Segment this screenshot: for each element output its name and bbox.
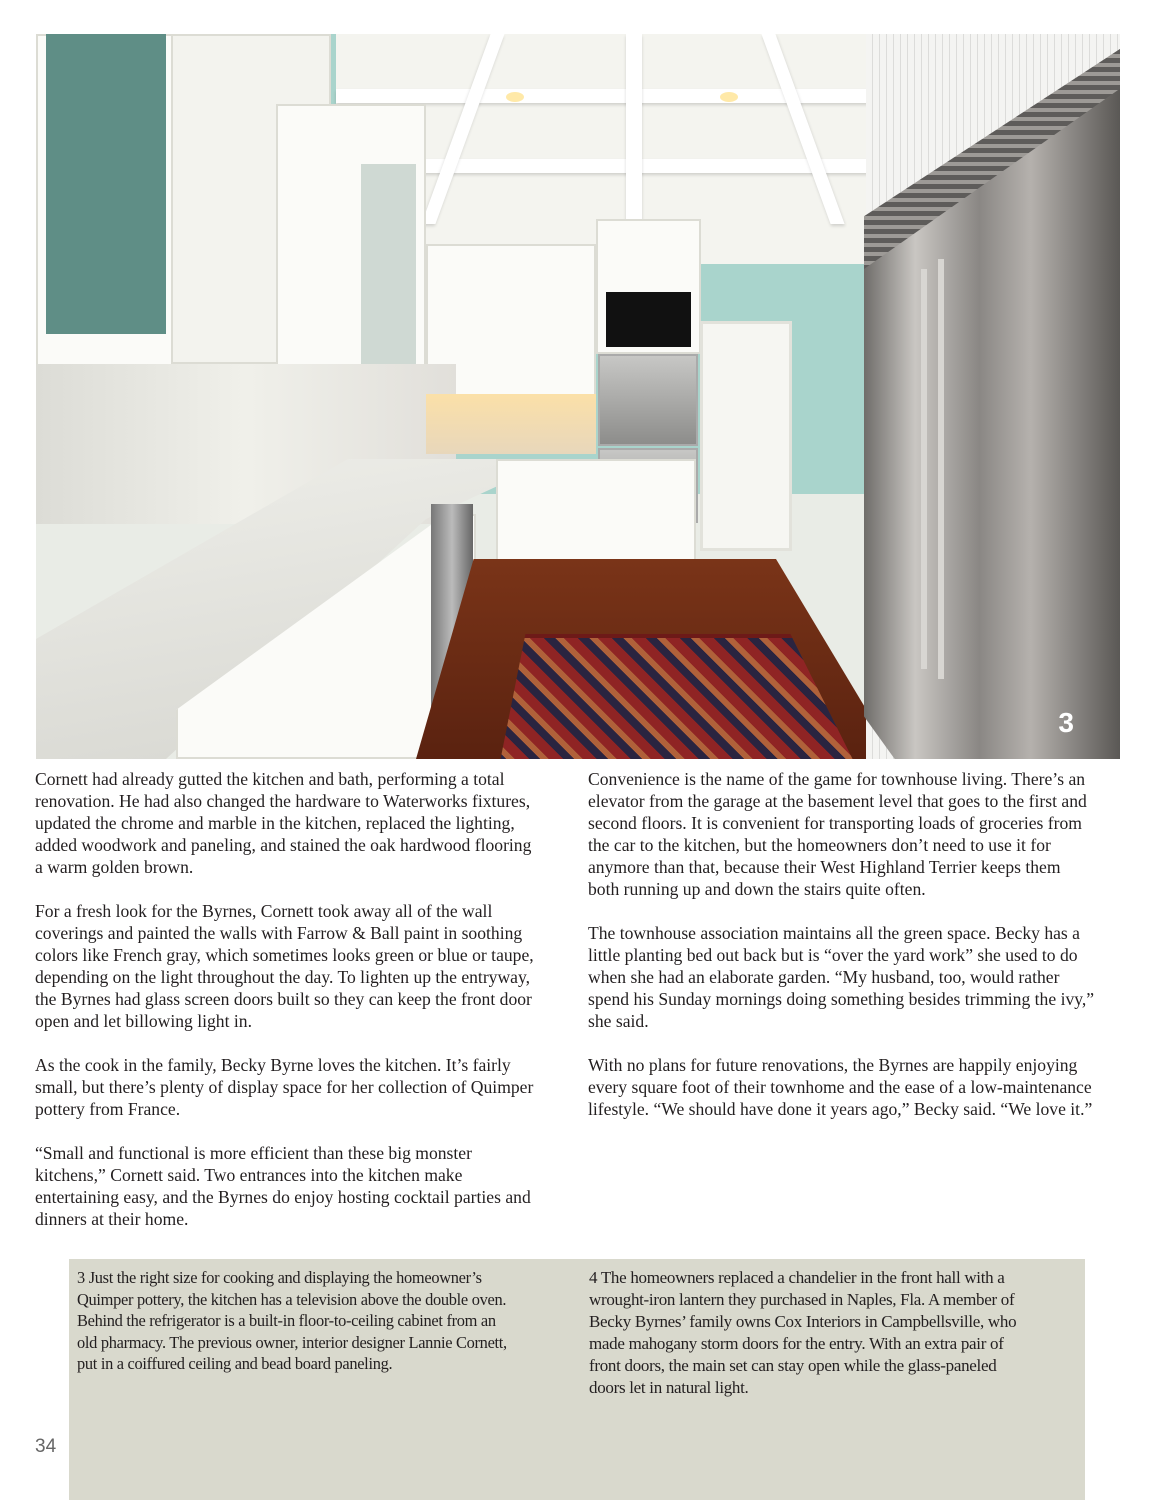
- text-line: renovation. He had also changed the hardware to Waterworks fixtures,: [35, 791, 531, 811]
- text-line: second floors. It is convenient for transporting loads of groceries from: [588, 813, 1082, 833]
- text-line: Behind the refrigerator is a built-in floor-to-ceiling cabinet from an: [77, 1311, 496, 1330]
- paragraph: [588, 1054, 1123, 1120]
- paragraph: [35, 768, 580, 878]
- caption-box: [69, 1259, 1085, 1500]
- text-line: the Byrnes had glass screen doors built so they can keep the front door: [35, 989, 532, 1009]
- paragraph: [588, 922, 1123, 1032]
- text-line: updated the chrome and marble in the kitchen, replaced the lighting,: [35, 813, 515, 833]
- text-line: a warm golden brown.: [35, 857, 194, 877]
- text-line: both running up and down the stairs quite often.: [588, 879, 926, 899]
- page-number: 34: [35, 1436, 57, 1457]
- body-column-right: [588, 768, 1123, 1142]
- text-line: she said.: [588, 1011, 649, 1031]
- text-line: With no plans for future renovations, the Byrnes are happily enjoying: [588, 1055, 1078, 1075]
- text-line: elevator from the garage at the basement level that goes to the first and: [588, 791, 1087, 811]
- kitchen-photo: [36, 34, 1120, 759]
- text-line: depending on the light throughout the day. To lighten up the entryway,: [35, 967, 531, 987]
- text-line: Cornett had already gutted the kitchen and bath, performing a total: [35, 769, 505, 789]
- text-line: the car to the kitchen, but the homeowners don’t need to use it for: [588, 835, 1051, 855]
- text-line: lifestyle. “We should have done it years ago,” Becky said. “We love it.”: [588, 1099, 1093, 1119]
- text-line: wrought-iron lantern they purchased in Naples, Fla. A member of: [589, 1290, 1015, 1309]
- text-line: open and let billowing light in.: [35, 1011, 252, 1031]
- text-line: dinners at their home.: [35, 1209, 189, 1229]
- text-line: little planting bed out back but is “over the yard work” she used to do: [588, 945, 1078, 965]
- text-line: Becky Byrnes’ family owns Cox Interiors in Campbellsville, who: [589, 1312, 1017, 1331]
- text-line: As the cook in the family, Becky Byrne loves the kitchen. It’s fairly: [35, 1055, 511, 1075]
- text-line: “Small and functional is more efficient than these big monster: [35, 1143, 472, 1163]
- caption-photo-4: [589, 1267, 1016, 1399]
- text-line: pottery from France.: [35, 1099, 181, 1119]
- text-line: every square foot of their townhome and the ease of a low-maintenance: [588, 1077, 1092, 1097]
- text-line: doors let in natural light.: [589, 1378, 749, 1397]
- text-line: front doors, the main set can stay open while the glass-paneled: [589, 1356, 997, 1375]
- text-line: spend his Sunday mornings doing something besides trimming the ivy,”: [588, 989, 1095, 1009]
- text-line: 3 Just the right size for cooking and displaying the homeowner’s: [77, 1268, 482, 1287]
- paragraph: [588, 768, 1123, 900]
- text-line: small, but there’s plenty of display space for her collection of Quimper: [35, 1077, 534, 1097]
- text-line: Convenience is the name of the game for townhouse living. There’s an: [588, 769, 1086, 789]
- paragraph: [35, 1142, 580, 1230]
- text-line: For a fresh look for the Byrnes, Cornett took away all of the wall: [35, 901, 493, 921]
- text-line: added woodwork and paneling, and stained the oak hardwood flooring: [35, 835, 532, 855]
- body-column-left: [35, 768, 580, 1252]
- text-line: made mahogany storm doors for the entry. With an extra pair of: [589, 1334, 1004, 1353]
- text-line: coverings and painted the walls with Farrow & Ball paint in soothing: [35, 923, 523, 943]
- text-line: colors like French gray, which sometimes looks green or blue or taupe,: [35, 945, 534, 965]
- paragraph: [35, 1054, 580, 1120]
- text-line: kitchens,” Cornett said. Two entrances into the kitchen make: [35, 1165, 463, 1185]
- text-line: old pharmacy. The previous owner, interior designer Lannie Cornett,: [77, 1332, 507, 1352]
- text-line: entertaining easy, and the Byrnes do enjoy hosting cocktail parties and: [35, 1187, 531, 1207]
- text-line: The townhouse association maintains all the green space. Becky has a: [588, 923, 1080, 943]
- text-line: when she had an elaborate garden. “My husband, too, would rather: [588, 967, 1060, 987]
- text-line: put in a coiffured ceiling and bead board paneling.: [77, 1354, 393, 1373]
- photo-number-label: 3: [1058, 707, 1074, 738]
- paragraph: [77, 1267, 507, 1375]
- caption-photo-3: [77, 1267, 507, 1375]
- text-line: Quimper pottery, the kitchen has a television above the double oven.: [77, 1289, 507, 1309]
- paragraph: [35, 900, 580, 1032]
- text-line: anymore than that, because their West Highland Terrier keeps them: [588, 857, 1061, 877]
- text-line: 4 The homeowners replaced a chandelier in the front hall with a: [589, 1268, 1005, 1287]
